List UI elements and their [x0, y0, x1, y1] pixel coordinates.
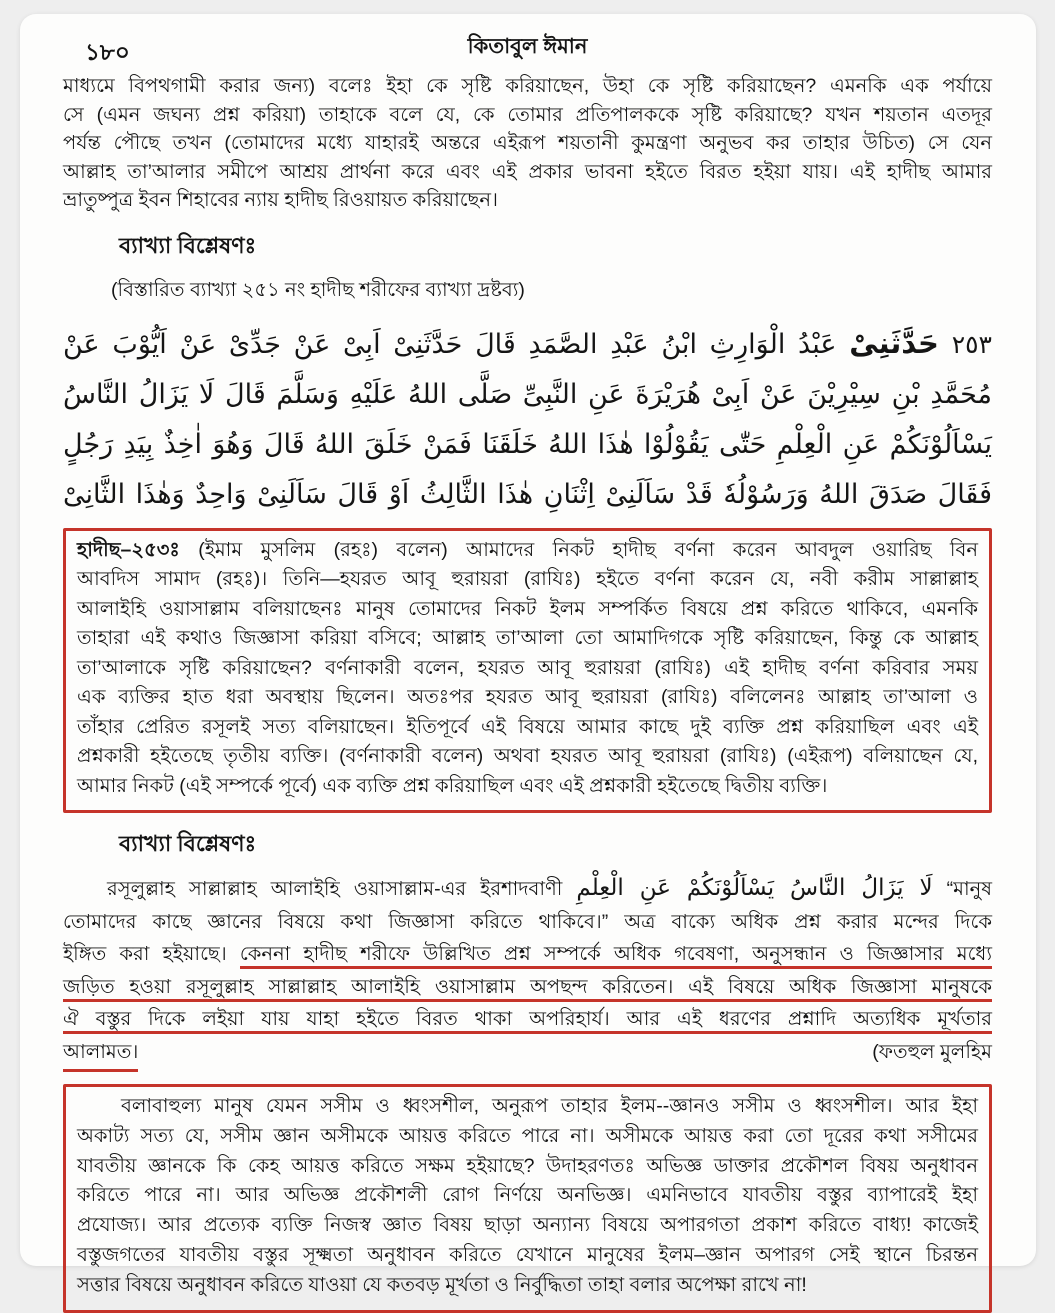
arabic-line: فَقَالَ صَدَقَ اللهُ وَرَسُوْلُهٗ قَدْ سَاَلَنِىْ اِثْنَانِ هٰذَا الثَّالِثُ اَوْ قَالَ سَاَلَنِىْ وَاحِدٌ وَهٰذَا الثَّانِىْ: [63, 478, 992, 510]
hadith-line-rest: (ইমাম মুসলিম (রহঃ) বলেন) আমাদের নিকট হাদীছ বর্ণনা করেন আবদুল ওয়ারিছ বিন: [198, 538, 979, 561]
explanation-heading-2: ব্যাখ্যা বিশ্লেষণঃ: [119, 831, 257, 856]
arabic-line: يَسْاَلُوْنَكُمْ عَنِ الْعِلْمِ حَتّٰى يَقُوْلُوْا هٰذَا اللهُ خَلَقَنَا فَمَنْ خَلَقَ اللهُ قَالَ وَهُوَ اٰخِذٌ بِيَدِ رَجُلٍ: [63, 428, 992, 460]
page-card: [20, 14, 1036, 1296]
conclusion-box: [63, 1084, 992, 1313]
conclusion-line: সত্তার বিষয়ে অনুধাবন করিতে যাওয়া যে কতবড় মূর্খতা ও নির্বুদ্ধিতা তাহা বলার অপেক্ষা রাখে না!: [77, 1273, 807, 1296]
intro-line: মাধ্যমে বিপথগামী করার জন্য) বলেঃ ইহা কে সৃষ্টি করিয়াছেন, উহা কে সৃষ্টি করিয়াছেন? এমনকি এক পর্যায়ে: [63, 75, 992, 97]
explanation-heading-1: ব্যাখ্যা বিশ্লেষণঃ: [119, 232, 257, 258]
hadith-line: তাহারা এই কথাও জিজ্ঞাসা করিয়া বসিবে; আল্লাহ তা’আলা তো আমাদিগকে সৃষ্টি করিয়াছেন, কিন্তু কে আল্লাহ: [77, 627, 978, 649]
conclusion-line: করিতে পারে না। আর অভিজ্ঞ প্রকৌশলী রোগ নির্ণয়ে অনভিজ্ঞ। এমনিভাবে যাবতীয় বস্তুর ব্যাপারেই ইহা: [77, 1184, 978, 1207]
book-header: [63, 24, 992, 72]
arabic-line-rest: عَبْدُ الْوَارِثِ ابْنُ عَبْدِ الصَّمَدِ قَالَ حَدَّثَنِىْ اَبِىْ عَنْ جَدِّىْ عَنْ اَيُّوْبَ عَنْ: [63, 328, 837, 360]
commentary-line: [63, 971, 992, 1004]
arabic-line: مُحَمَّدِ بْنِ سِيْرِيْنَ عَنْ اَبِىْ هُرَيْرَةَ عَنِ النَّبِىِّ صَلَّى اللهُ عَلَيْهِ وَسَلَّمَ قَالَ لَا يَزَالُ النَّاسُ: [63, 378, 992, 410]
conclusion-line: অকাট্য সত্য যে, সসীম জ্ঞান অসীমকে আয়ত্ত করিতে পারে না। অসীমকে আয়ত্ত করা তো দূরের কথা সসীমের: [77, 1124, 978, 1147]
hadith-line-first: [77, 536, 978, 566]
arabic-hadith-block: [63, 318, 992, 520]
intro-line: পর্যন্ত পৌছে তখন (তোমাদের মধ্যে যাহারই অন্তরে এইরূপ শয়তানী কুমন্ত্রণা অনুভব কর তাহার উচিত) সে যেন: [63, 132, 992, 154]
arabic-bold-lead: حَدَّثَنِىْ: [849, 325, 939, 360]
intro-paragraph: [63, 72, 992, 215]
commentary-line: [63, 938, 992, 971]
commentary-quote-open: “মানুষ: [946, 878, 992, 900]
hadith-number-label: হাদীছ–২৫৩ঃ: [77, 538, 180, 561]
arabic-line: [63, 318, 992, 370]
commentary-plain-segment: ইঙ্গিত করা হইয়াছে।: [63, 943, 240, 965]
hadith-line: আমার নিকট (এই সম্পর্কে পূর্বে) এক ব্যক্তি প্রশ্ন করিয়াছিল এবং এই প্রশ্নকারী হইতেছে দ্বিতীয় ব্যক্তি।: [77, 774, 828, 797]
commentary-line: তোমাদের কাছে জ্ঞানের বিষয়ে কথা জিজ্ঞাসা করিতে থাকিবে।” অত্র বাক্যে অধিক প্রশ্ন করার মন্দের দিকে: [63, 910, 992, 933]
commentary-line: [63, 1003, 992, 1036]
commentary-bn-text: রসূলুল্লাহ সাল্লাল্লাহ আলাইহি ওয়াসাল্লাম-এর ইরশাদবাণী: [107, 878, 563, 900]
commentary-underlined-segment: আলামত।: [63, 1036, 138, 1073]
hadith-line: তা’আলাকে সৃষ্টি করিয়াছেন? বর্ণনাকারী বলেন, হযরত আবূ হুরায়রা (রাযিঃ) এই হাদীছ বর্ণনা করিবার সময়: [77, 656, 978, 679]
intro-line: আল্লাহ তা’আলার সমীপে আশ্রয় প্রার্থনা করে এবং এই প্রকার ভাবনা হইতে বিরত হইয়া যায়। এই হাদীছ আমার: [63, 160, 992, 183]
conclusion-line: প্রযোজ্য। আর প্রত্যেক ব্যক্তি নিজস্ব জ্ঞাত বিষয় ছাড়া অন্যান্য বিষয়ে অপারগতা প্রকাশ করিতে বাধ্য! কাজেই: [77, 1214, 978, 1237]
hadith-line: এক ব্যক্তির হাত ধরা অবস্থায় ছিলেন। অতঃপর হযরত আবূ হুরায়রা (রাযিঃ) বলিলেনঃ আল্লাহ তা’আলা ও: [77, 686, 978, 708]
commentary-line: [63, 872, 992, 906]
conclusion-line: বস্তুজগতের যাবতীয় বস্তুর সূক্ষ্মতা অনুধাবন করিতে যেখানে মানুষের ইলম–জ্ঞান অপারগ সেই স্থানে চিরন্তন: [77, 1243, 978, 1266]
hadith-number-arabic: ٢٥٣: [951, 329, 992, 359]
arabic-inline-quote: لَا يَزَالُ النَّاسُ يَسْاَلُوْنَكُمْ عَنِ الْعِلْمِ: [576, 875, 933, 901]
hadith-translation-box: [63, 528, 992, 814]
intro-line: সে (এমন জঘন্য প্রশ্ন করিয়া) তাহাকে বলে যে, কে তোমার প্রতিপালককে সৃষ্টি করিয়াছে? যখন শয়তান এতদূর: [63, 103, 992, 126]
commentary-paragraph: [63, 872, 992, 1072]
hadith-line: আবদিস সামাদ (রহঃ)। তিনি—হযরত আবূ হুরায়রা (রাযিঃ) হইতে বর্ণনা করেন যে, নবী করীম সাল্লাল্লাহ: [77, 568, 978, 590]
commentary-underlined-segment: ঐ বস্তুর দিকে লইয়া যায় যাহা হইতে বিরত থাকা অপরিহার্য। আর এই ধরণের প্রশ্নাদি অত্যধিক মূর্খতার: [63, 1008, 992, 1034]
source-citation: (ফতহুল মুলহিম: [872, 1040, 992, 1063]
hadith-line: প্রশ্নকারী হইতেছে তৃতীয় ব্যক্তি। (বর্ণনাকারী বলেন) অথবা হযরত আবূ হুরায়রা (রাযিঃ) (এইরূপ) বলিয়াছেন যে,: [77, 745, 978, 767]
conclusion-line: যাবতীয় জ্ঞানকে কি কেহ আয়ত্ত করিতে সক্ষম হইয়াছে? উদাহরণতঃ অভিজ্ঞ ডাক্তার প্রকৌশল বিষয় অনুধাবন: [77, 1154, 978, 1177]
book-title: কিতাবুল ঈমান: [467, 35, 588, 58]
intro-line: ভ্রাতুষ্পুত্র ইবন শিহাবের ন্যায় হাদীছ রিওয়ায়ত করিয়াছেন।: [63, 189, 498, 211]
hadith-line: তাঁহার প্রেরিত রসূলই সত্য বলিয়াছেন। ইতিপূর্বে এই বিষয়ে আমার কাছে দুই ব্যক্তি প্রশ্ন করিয়াছিল এবং এই: [77, 715, 978, 738]
commentary-last-line: [63, 1036, 992, 1073]
explanation-note: (বিস্তারিত ব্যাখ্যা ২৫১ নং হাদীছ শরীফের ব্যাখ্যা দ্রষ্টব্য): [111, 278, 525, 301]
hadith-line: আলাইহি ওয়াসাল্লাম বলিয়াছেনঃ মানুষ তোমাদের নিকট ইলম সম্পর্কিত বিষয়ে প্রশ্ন করিতে থাকিবে, এমনকি: [77, 597, 978, 620]
page-number: ১৮০: [85, 39, 130, 65]
conclusion-line: বলাবাহুল্য মানুষ যেমন সসীম ও ধ্বংসশীল, অনুরূপ তাহার ইলম--জ্ঞানও সসীম ও ধ্বংসশীল। আর ইহা: [121, 1095, 978, 1117]
commentary-underlined-segment: কেননা হাদীছ শরীফে উল্লিখিত প্রশ্ন সম্পর্কে অধিক গবেষণা, অনুসন্ধান ও জিজ্ঞাসার মধ্যে: [240, 943, 992, 969]
commentary-underlined-segment: জড়িত হওয়া রসূলুল্লাহ সাল্লাল্লাহ আলাইহি ওয়াসাল্লাম অপছন্দ করিতেন। এই বিষয়ে অধিক জিজ্ঞাসা মানুষকে: [63, 976, 992, 1002]
